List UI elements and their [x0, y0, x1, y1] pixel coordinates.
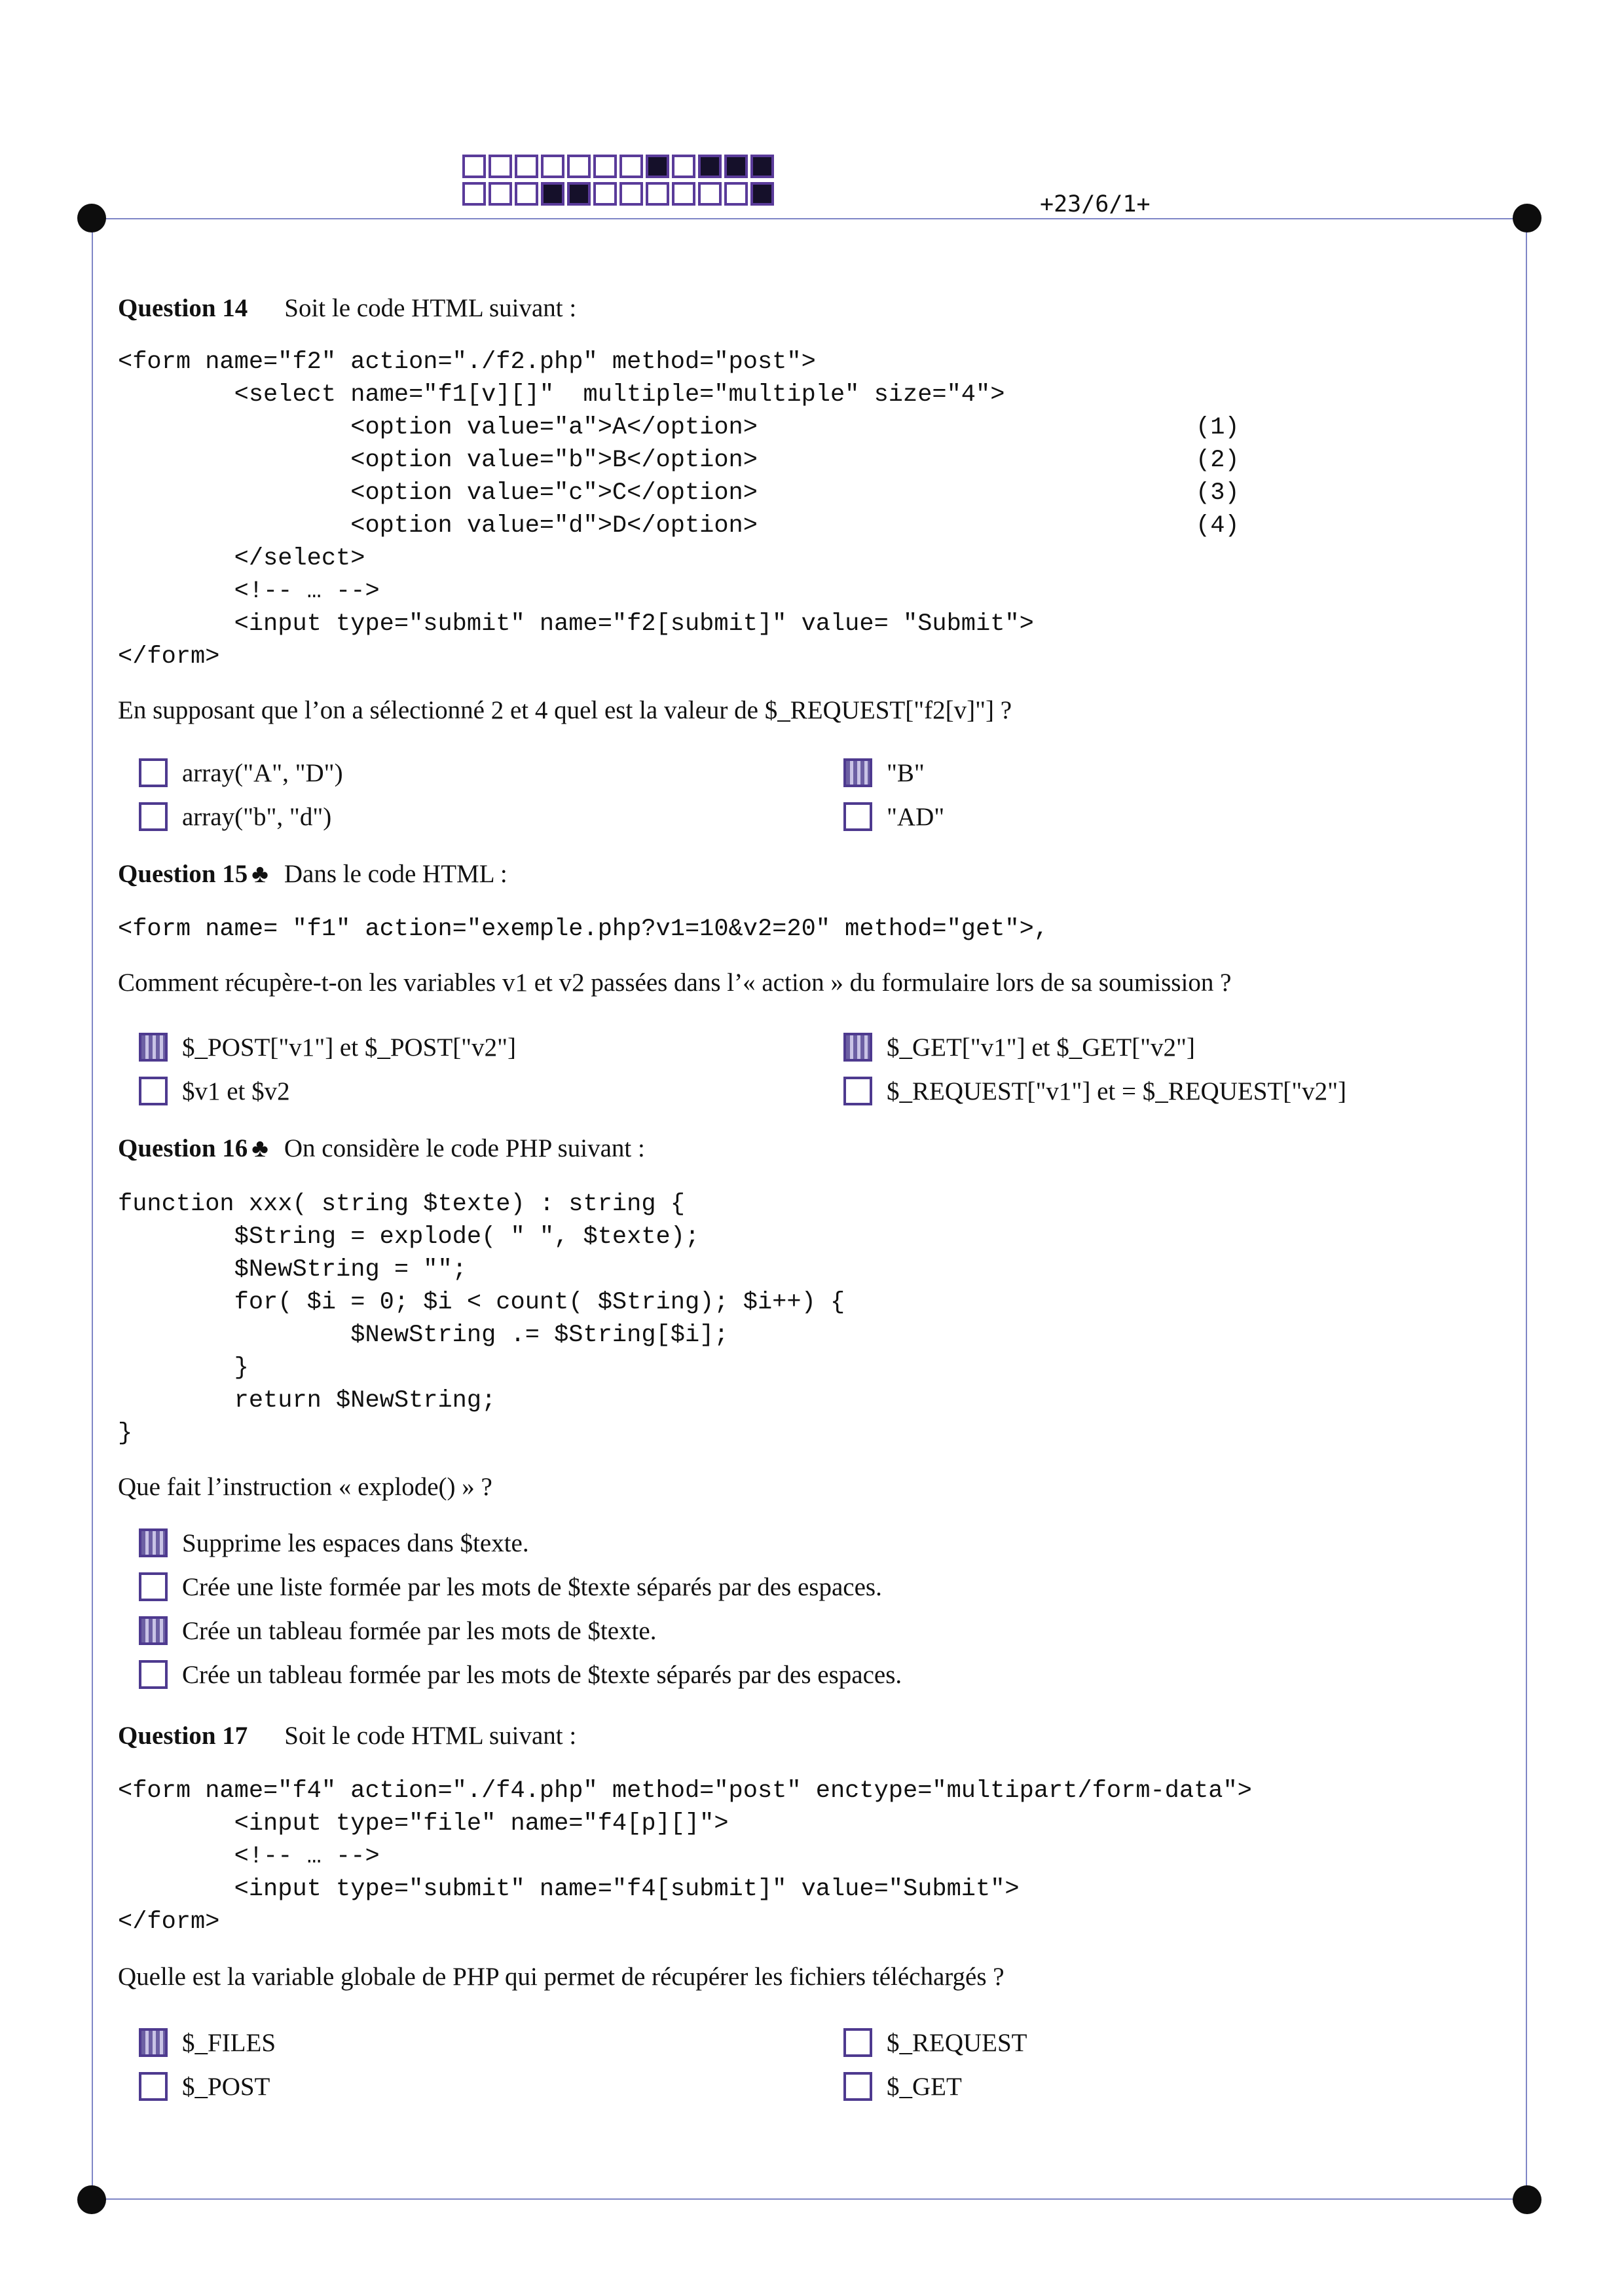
- barcode-cell: [489, 155, 512, 178]
- barcode-cell: [698, 182, 722, 206]
- q14-choice-4[interactable]: [843, 800, 944, 834]
- choice-label: $_POST["v1"] et $_POST["v2"]: [182, 1033, 517, 1062]
- checkbox[interactable]: [843, 1077, 872, 1105]
- q15-code-block: <form name= "f1" action="exemple.php?v1=10&v2=20" method="get">,: [118, 916, 1049, 943]
- question-intro: Dans le code HTML :: [284, 860, 507, 888]
- barcode-cell: [462, 155, 486, 178]
- page-id: +23/6/1+: [1040, 191, 1151, 217]
- choice-label: Crée un tableau formée par les mots de $texte séparés par des espaces.: [182, 1660, 902, 1689]
- question-16-header: [118, 1134, 645, 1163]
- barcode-cell: [619, 182, 643, 206]
- q15-choice-4[interactable]: [843, 1074, 1346, 1108]
- barcode-cell: [672, 182, 695, 206]
- barcode-cell: [619, 155, 643, 178]
- checkbox[interactable]: [843, 1033, 872, 1062]
- barcode-cell: [698, 155, 722, 178]
- question-intro: Soit le code HTML suivant :: [284, 294, 577, 322]
- question-number: Question 15: [118, 860, 248, 888]
- checkbox[interactable]: [843, 2028, 872, 2057]
- checkbox[interactable]: [139, 1572, 168, 1601]
- question-14-header: [118, 293, 576, 323]
- page-barcode: [462, 155, 777, 210]
- checkbox[interactable]: [843, 802, 872, 831]
- q17-choice-4[interactable]: [843, 2069, 962, 2103]
- barcode-cell: [567, 155, 591, 178]
- checkbox[interactable]: [139, 1660, 168, 1689]
- q17-choice-3[interactable]: [139, 2069, 270, 2103]
- q17-code-block: <form name="f4" action="./f4.php" method="post" enctype="multipart/form-data"> <input type="file" name="f4[p][]"> <!-- … --> <input type="submit" name="f4[submit]" value="Submit"> </form>: [118, 1777, 1252, 1936]
- q15-question: Comment récupère-t-on les variables v1 et v2 passées dans l’« action » du formulaire lors de sa soumission ?: [118, 969, 1232, 997]
- checkbox[interactable]: [139, 758, 168, 787]
- registration-dot-bottom-left: [77, 2185, 106, 2214]
- checkbox[interactable]: [139, 802, 168, 831]
- barcode-cell: [750, 182, 774, 206]
- checkbox[interactable]: [139, 1528, 168, 1557]
- question-number: Question 14: [118, 294, 248, 322]
- choice-label: $_REQUEST["v1"] et = $_REQUEST["v2"]: [887, 1077, 1347, 1105]
- q16-choice-2[interactable]: [139, 1570, 882, 1604]
- barcode-cell: [515, 155, 538, 178]
- checkbox[interactable]: [139, 2028, 168, 2057]
- q15-choice-1[interactable]: [139, 1030, 516, 1064]
- choice-label: $_POST: [182, 2072, 270, 2101]
- barcode-cell: [515, 182, 538, 206]
- barcode-cell: [541, 182, 564, 206]
- q14-choice-2[interactable]: [843, 756, 925, 790]
- checkbox[interactable]: [139, 2072, 168, 2101]
- registration-dot-top-left: [77, 204, 106, 232]
- question-intro: On considère le code PHP suivant :: [284, 1134, 645, 1162]
- q14-option-numbers: (1) (2) (3) (4): [1196, 414, 1240, 540]
- barcode-cell: [593, 155, 617, 178]
- choice-label: Crée un tableau formée par les mots de $texte.: [182, 1616, 657, 1645]
- choice-label: "B": [887, 758, 925, 787]
- question-15-header: [118, 859, 507, 889]
- question-intro: Soit le code HTML suivant :: [284, 1722, 577, 1750]
- question-17-header: [118, 1721, 576, 1750]
- choice-label: $_FILES: [182, 2028, 276, 2057]
- question-number: Question 16: [118, 1134, 248, 1162]
- q15-choice-3[interactable]: [139, 1074, 290, 1108]
- checkbox[interactable]: [139, 1616, 168, 1645]
- barcode-cell: [646, 182, 669, 206]
- registration-dot-bottom-right: [1513, 2185, 1541, 2214]
- choice-label: Supprime les espaces dans $texte.: [182, 1528, 529, 1557]
- choice-label: Crée une liste formée par les mots de $texte séparés par des espaces.: [182, 1572, 882, 1601]
- question-number: Question 17: [118, 1722, 248, 1750]
- q15-choice-2[interactable]: [843, 1030, 1195, 1064]
- barcode-cell: [489, 182, 512, 206]
- q14-code-block: <form name="f2" action="./f2.php" method="post"> <select name="f1[v][]" multiple="multiple" size="4"> <option value="a">A</option> <option value="b">B</option> <option value="c">C</option> <option value="d">D</option> </select> <!-- … --> <input type="submit" name="f2[submit]" value= "Submit"> </form>: [118, 348, 1034, 671]
- choice-label: array("b", "d"): [182, 802, 332, 831]
- q14-choice-1[interactable]: [139, 756, 343, 790]
- q14-choice-3[interactable]: [139, 800, 331, 834]
- q16-choice-1[interactable]: [139, 1526, 529, 1560]
- choice-label: $v1 et $v2: [182, 1077, 290, 1105]
- q16-choice-4[interactable]: [139, 1657, 902, 1692]
- checkbox[interactable]: [843, 2072, 872, 2101]
- checkbox[interactable]: [139, 1033, 168, 1062]
- q16-code-block: function xxx( string $texte) : string { $String = explode( " ", $texte); $NewString = ""; for( $i = 0; $i < count( $String); $i++) { $NewString .= $String[$i]; } return $NewString; }: [118, 1191, 845, 1447]
- registration-dot-top-right: [1513, 204, 1541, 232]
- q17-choice-1[interactable]: [139, 2026, 276, 2060]
- choice-label: $_GET: [887, 2072, 962, 2101]
- club-icon: ♣: [251, 1134, 268, 1162]
- checkbox[interactable]: [843, 758, 872, 787]
- barcode-cell: [646, 155, 669, 178]
- q17-choice-2[interactable]: [843, 2026, 1027, 2060]
- checkbox[interactable]: [139, 1077, 168, 1105]
- barcode-row-1: [462, 155, 777, 178]
- barcode-cell: [672, 155, 695, 178]
- barcode-cell: [750, 155, 774, 178]
- q14-question: En supposant que l’on a sélectionné 2 et 4 quel est la valeur de $_REQUEST["f2[v]"] ?: [118, 696, 1012, 724]
- choice-label: $_GET["v1"] et $_GET["v2"]: [887, 1033, 1195, 1062]
- choice-label: array("A", "D"): [182, 758, 343, 787]
- barcode-cell: [541, 155, 564, 178]
- barcode-cell: [724, 182, 748, 206]
- q17-question: Quelle est la variable globale de PHP qui permet de récupérer les fichiers téléchargés ?: [118, 1963, 1005, 1991]
- club-icon: ♣: [251, 860, 268, 888]
- q16-choice-3[interactable]: [139, 1614, 656, 1648]
- choice-label: $_REQUEST: [887, 2028, 1027, 2057]
- barcode-cell: [462, 182, 486, 206]
- choice-label: "AD": [887, 802, 945, 831]
- barcode-row-2: [462, 182, 777, 206]
- q16-question: Que fait l’instruction « explode() » ?: [118, 1473, 492, 1501]
- barcode-cell: [593, 182, 617, 206]
- barcode-cell: [567, 182, 591, 206]
- barcode-cell: [724, 155, 748, 178]
